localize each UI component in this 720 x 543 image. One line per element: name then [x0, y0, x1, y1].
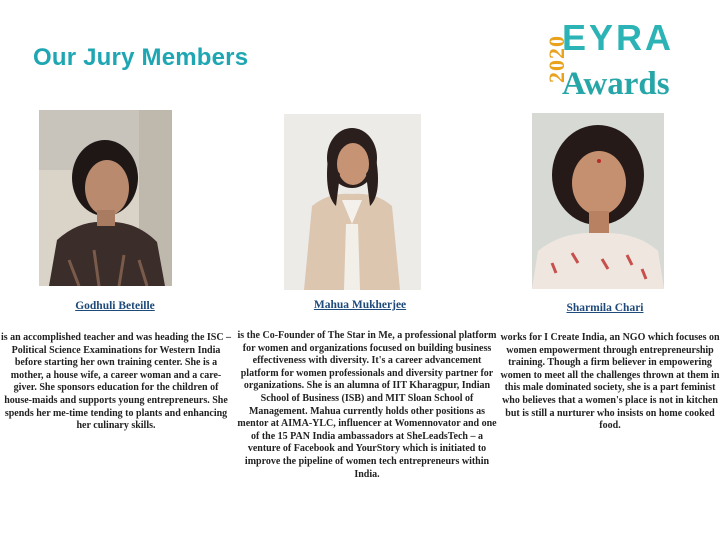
jury-photo-sharmila [532, 113, 664, 289]
jury-photo-mahua [284, 114, 421, 290]
jury-name-sharmila[interactable]: Sharmila Chari [566, 302, 644, 314]
logo-year: 2020 [544, 35, 569, 83]
page-title: Our Jury Members [33, 44, 249, 71]
logo-awards: Awards [562, 66, 670, 102]
eyra-awards-logo [532, 18, 710, 102]
jury-name-godhuli[interactable]: Godhuli Beteille [75, 300, 155, 312]
jury-bio-mahua: is the Co-Founder of The Star in Me, a professional platform for women and organizations focused on building business effectiveness with diversity. It's a career advancement platform for women professionals and diversity partner for organizations. She is an alumna of IIT Kharagpur, Indian School of Business (ISB) and MIT Sloan School of Management. Mahua currently holds other positions as mentor at AIMA-YLC, influencer at Womennovator and one of the 15 PAN India ambassadors at SheLeadsTech – a venture of Facebook and YourStory which is initiated to improve the pipeline of women tech entrepreneurs within India. [237, 330, 497, 480]
jury-photo-godhuli [39, 110, 172, 286]
jury-bio-godhuli: is an accomplished teacher and was heading the ISC – Political Science Examinations for Western India before starting her own training center. She is a mother, a house wife, a career woman and a care-giver. She sponsors education for the children of house-maids and supports young entrepreneurs. She spends her me-time tending to plants and enhancing her culinary skills. [0, 332, 232, 432]
logo-brand: EYRA [562, 17, 675, 58]
jury-bio-sharmila: works for I Create India, an NGO which focuses on women empowerment through entrepreneurship training. Though a firm believer in empowering women to meet all the challenges thrown at them in this male dominated society, she is a part feminist who believes that a women's place is not in kitchen but is still a nurturer who insists on home cooked food. [500, 332, 720, 432]
jury-name-mahua[interactable]: Mahua Mukherjee [313, 299, 407, 311]
